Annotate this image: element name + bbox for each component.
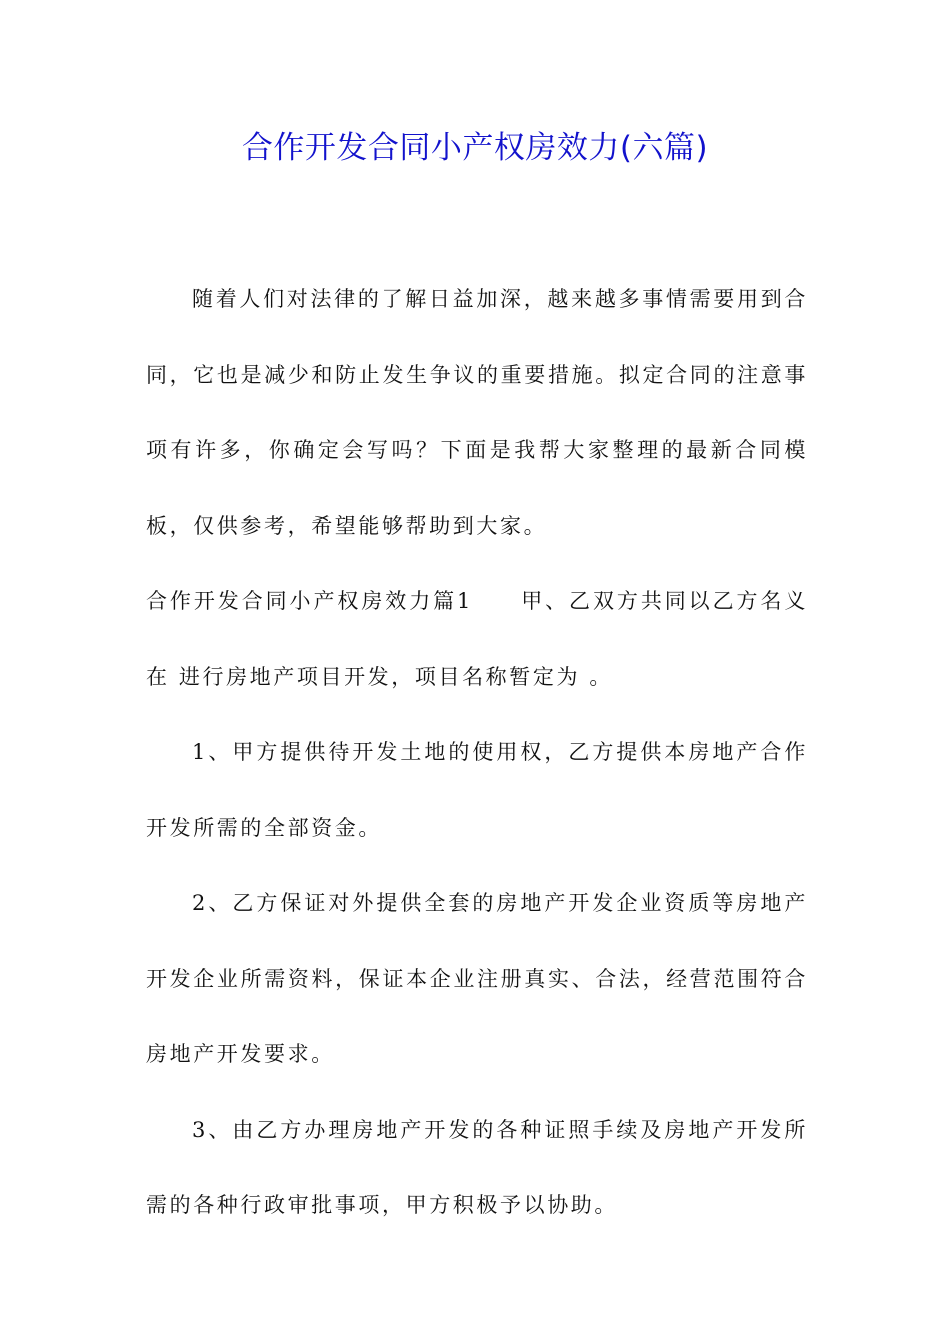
section-heading-paragraph: 合作开发合同小产权房效力篇1 甲、乙双方共同以乙方名义在 进行房地产项目开发，项目名称暂定为 。 <box>146 589 808 689</box>
clause-3-paragraph: 3、由乙方办理房地产开发的各种证照手续及房地产开发所需的各种行政审批事项，甲方积极予以协助。 <box>146 1117 808 1217</box>
document-title: 合作开发合同小产权房效力(六篇) <box>241 130 709 166</box>
document-body <box>146 262 808 1244</box>
clause-2-paragraph: 2、乙方保证对外提供全套的房地产开发企业资质等房地产开发企业所需资料，保证本企业注册真实、合法，经营范围符合房地产开发要求。 <box>146 891 808 1066</box>
clause-1-paragraph: 1、甲方提供待开发土地的使用权，乙方提供本房地产合作开发所需的全部资金。 <box>146 740 808 840</box>
intro-paragraph: 随着人们对法律的了解日益加深，越来越多事情需要用到合同，它也是减少和防止发生争议的重要措施。拟定合同的注意事项有许多，你确定会写吗？下面是我帮大家整理的最新合同模板，仅供参考，希望能够帮助到大家。 <box>146 287 808 538</box>
